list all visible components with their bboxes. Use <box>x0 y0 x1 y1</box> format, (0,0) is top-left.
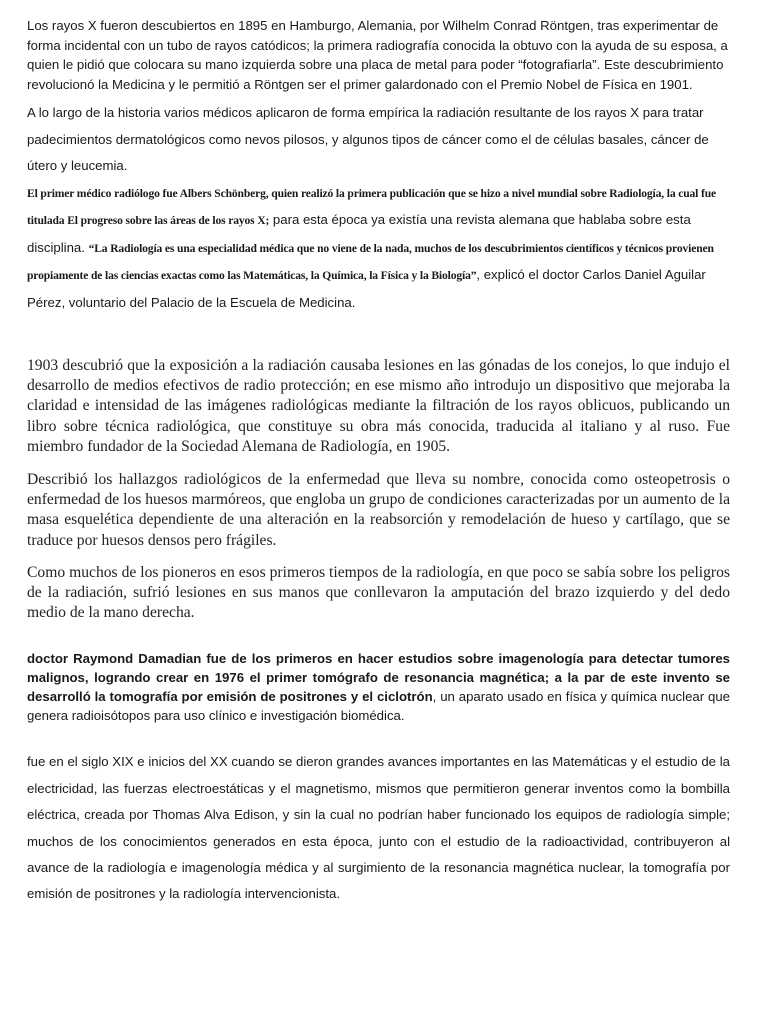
paragraph-radiation-injuries: Como muchos de los pioneros en esos primeros tiempos de la radiología, en que poco se sabía sobre los peligros de la radiación, sufrió lesiones en sus manos que conllevaron la amputación del brazo izquierdo y del dedo medio de la mano derecha. <box>27 563 730 622</box>
paragraph-xix-century: fue en el siglo XIX e inicios del XX cuando se dieron grandes avances importantes en las Matemáticas y el estudio de la electricidad, las fuerzas electroestáticas y el magnetismo, mismos que permitieron generar inventos como la bombilla eléctrica, creada por Thomas Alva Edison, y sin la cual no podrían haber funcionado los equipos de radiología simple; muchos de los conocimientos generados en esta época, junto con el estudio de la radioactividad, contribuyeron al avance de la radiología e imagenología médica y al surgimiento de la resonancia magnética nuclear, la tomografía por emisión de positrones y la radiología intervencionista. <box>27 754 730 902</box>
document-page <box>27 16 730 908</box>
paragraph-roentgen-discovery: Los rayos X fueron descubiertos en 1895 en Hamburgo, Alemania, por Wilhelm Conrad Röntgen, tras experimentar de forma incidental con un tubo de rayos catódicos; la primera radiografía conocida la obtuvo con la ayuda de su esposa, a quien le pidió que colocara su mano izquierda sobre una placa de metal para poder “fotografiarla”. Este descubrimiento revolucionó la Medicina y le permitió a Röntgen ser el primer galardonado con el Premio Nobel de Física en 1901. <box>27 18 728 92</box>
schonberg-text: para esta época ya existía una revista alemana que hablaba sobre esta disciplina. <box>27 212 691 255</box>
paragraph-schonberg <box>27 180 730 317</box>
section-roentgen <box>27 16 730 316</box>
aguilar-quote: “La Radiología es una especialidad médica que no viene de la nada, muchos de los descubrimientos científicos y técnicos provienen propiamente de las ciencias exactas como las Matemáticas, la Química, la Física y la Biología” <box>27 241 714 282</box>
damadian-bold-text: doctor Raymond Damadian fue de los primeros en hacer estudios sobre imagenología para detectar tumores malignos, logrando crear en 1976 el primer tomógrafo de resonancia magnética; a la par de este invento se desarrolló la tomografía por emisión de positrones y el ciclotrón <box>27 651 730 705</box>
paragraph-empirical-radiation: A lo largo de la historia varios médicos aplicaron de forma empírica la radiación resultante de los rayos X para tratar padecimientos dermatológicos como nevos pilosos, y algunos tipos de cáncer como el de células basales, cáncer de útero y leucemia. <box>27 105 709 173</box>
paragraph-osteopetrosis: Describió los hallazgos radiológicos de la enfermedad que lleva su nombre, conocida como osteopetrosis o enfermedad de los huesos marmóreos, que engloba un grupo de condiciones caracterizadas por un aumento de la masa esquelética dependiente de una alteración en la reabsorción y remodelación de hueso y cartílago, que se traduce por huesos densos pero frágiles. <box>27 471 730 549</box>
section-schonberg-bio <box>27 356 730 623</box>
aguilar-attribution: , explicó el doctor Carlos Daniel Aguilar Pérez, voluntario del Palacio de la Escuela de Medicina. <box>27 267 706 310</box>
paragraph-1903-discovery: 1903 descubrió que la exposición a la radiación causaba lesiones en las gónadas de los conejos, lo que indujo el desarrollo de medios efectivos de radio protección; en ese mismo año introdujo un dispositivo que mejoraba la claridad e intensidad de las imágenes radiológicas mediante la filtración de los rayos oblicuos, publicando un libro sobre técnica radiológica, que constituye su obra más conocida, traducida al italiano y al ruso. Fue miembro fundador de la Sociedad Alemana de Radiología, en 1905. <box>27 357 730 455</box>
damadian-text: , un aparato usado en física y química nuclear que genera radioisótopos para uso clínico e investigación biomédica. <box>27 689 730 724</box>
paragraph-damadian <box>27 649 730 725</box>
schonberg-bold-text: El primer médico radiólogo fue Albers Schönberg, quien realizó la primera publicación que se hizo a nivel mundial sobre Radiología, la cual fue titulada El progreso sobre las áreas de los rayos X; <box>27 186 717 227</box>
